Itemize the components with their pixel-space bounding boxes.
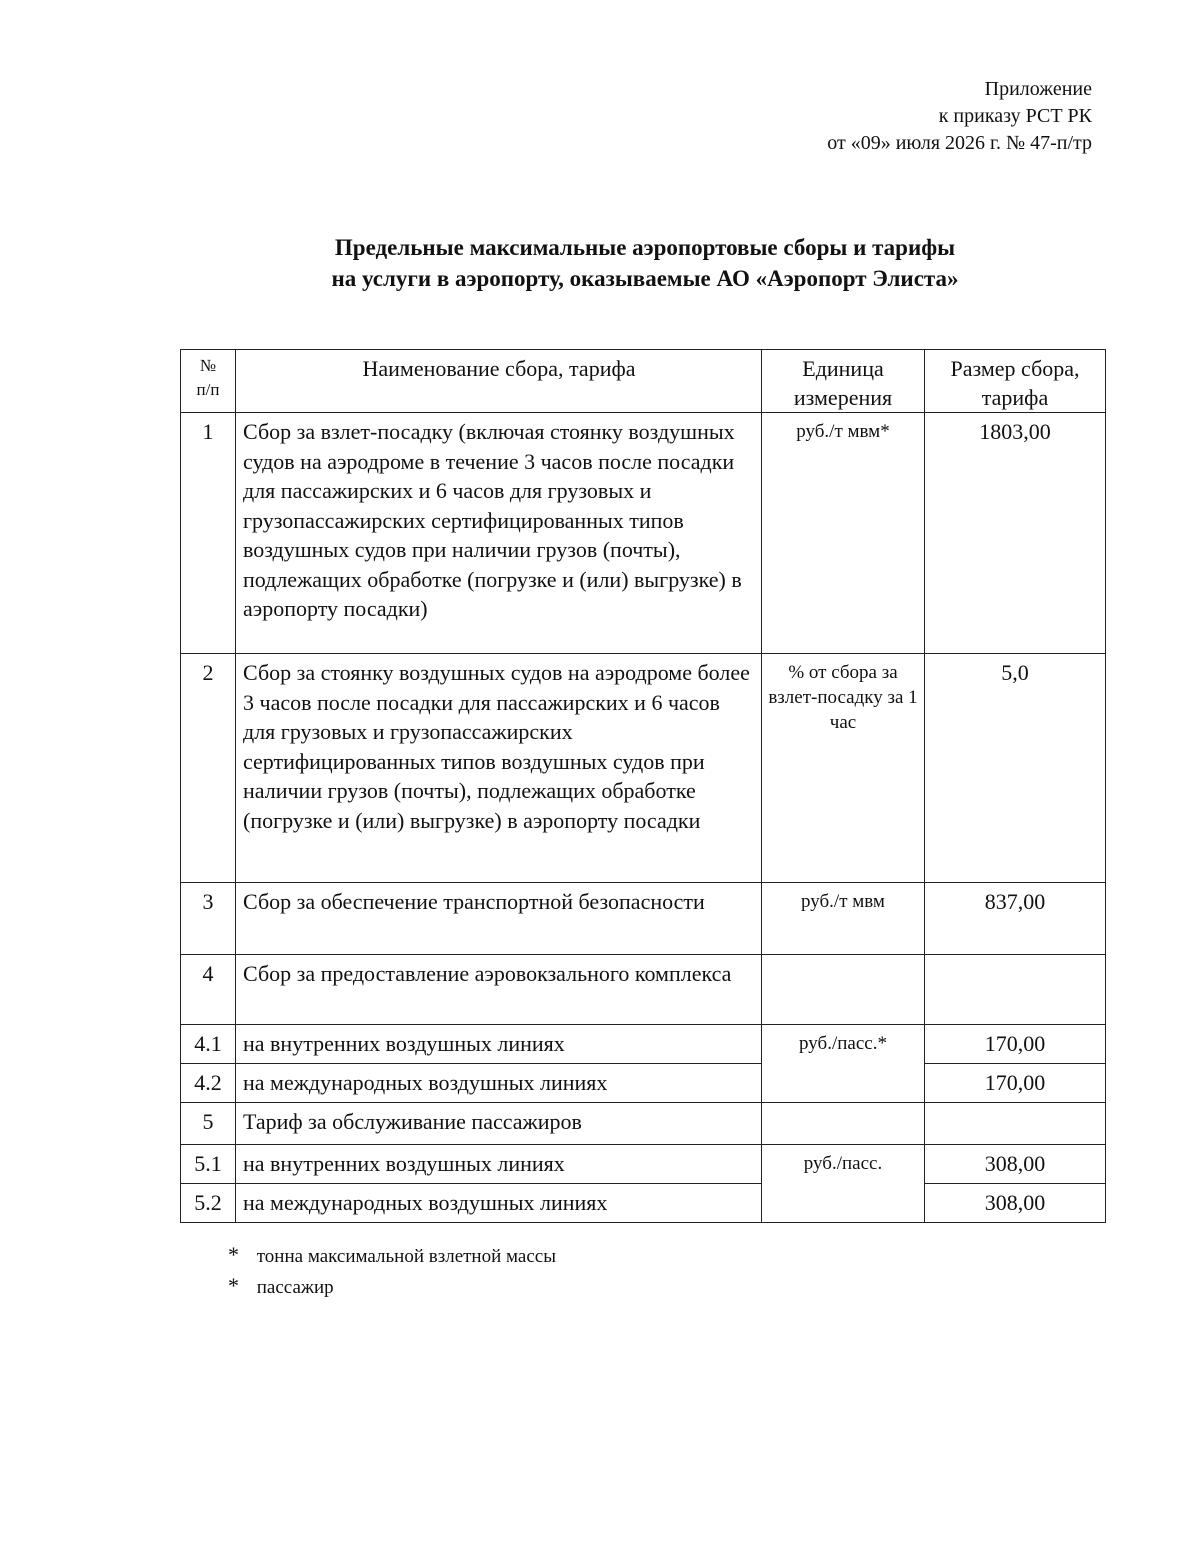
header-name: Наименование сбора, тарифа [236,350,762,413]
footnote-text: тонна максимальной взлетной массы [256,1246,556,1267]
table-row [181,1064,1106,1103]
row-name: на внутренних воздушных линиях [236,1025,762,1064]
row-value [925,1103,1106,1145]
header-value: Размер сбора, тарифа [925,350,1106,413]
row-name: на международных воздушных линиях [236,1064,762,1103]
row-value: 308,00 [925,1145,1106,1184]
row-value: 308,00 [925,1184,1106,1223]
row-value: 5,0 [925,654,1106,883]
row-value: 837,00 [925,883,1106,955]
table-row [181,955,1106,1025]
row-num: 1 [181,413,236,654]
row-num: 4 [181,955,236,1025]
table-row [181,1103,1106,1145]
table-row [181,1025,1106,1064]
row-unit: руб./т мвм* [762,413,925,654]
document-title [0,232,1200,294]
table-row [181,1184,1106,1223]
row-num: 5.1 [181,1145,236,1184]
row-unit: руб./пасс.* [762,1025,925,1103]
row-name: на международных воздушных линиях [236,1184,762,1223]
order-reference: к приказу РСТ РК [938,105,1092,127]
row-num: 5.2 [181,1184,236,1223]
row-unit: руб./т мвм [762,883,925,955]
appendix-label: Приложение [984,78,1092,100]
footnote [228,1240,556,1271]
row-unit: руб./пасс. [762,1145,925,1223]
table-row [181,1145,1106,1184]
row-num: 5 [181,1103,236,1145]
row-name: Сбор за предоставление аэровокзального комплекса [236,955,762,1025]
row-value [925,955,1106,1025]
row-value: 1803,00 [925,413,1106,654]
row-name: на внутренних воздушных линиях [236,1145,762,1184]
footnote-mark: * [228,1273,239,1298]
row-name: Сбор за обеспечение транспортной безопасности [236,883,762,955]
header-num: № п/п [181,350,236,413]
document-header [827,76,1092,157]
row-name: Сбор за взлет-посадку (включая стоянку воздушных судов на аэродроме в течение 3 часов после посадки для пассажирских и 6 часов для грузовых и грузопассажирских сертифицированных типов воздушных судов при наличии грузов (почты), подлежащих обработке (погрузке и (или) выгрузке) в аэропорту посадки) [236,413,762,654]
row-name: Тариф за обслуживание пассажиров [236,1103,762,1145]
footnote-mark: * [228,1242,239,1267]
header-unit: Единица измерения [762,350,925,413]
row-num: 4.2 [181,1064,236,1103]
row-name: Сбор за стоянку воздушных судов на аэродроме более 3 часов после посадки для пассажирских и 6 часов для грузовых и грузопассажирских сертифицированных типов воздушных судов при наличии грузов (почты), подлежащих обработке (погрузке и (или) выгрузке) в аэропорту посадки [236,654,762,883]
table-row [181,654,1106,883]
table-row [181,883,1106,955]
footnote [228,1271,556,1302]
row-num: 2 [181,654,236,883]
row-unit [762,955,925,1025]
row-unit [762,1103,925,1145]
footnotes [228,1240,556,1302]
table-header-row [181,350,1106,413]
row-value: 170,00 [925,1064,1106,1103]
order-date-number: от «09» июля 2026 г. № 47-п/тр [827,132,1092,154]
table-row [181,413,1106,654]
title-line-2: на услуги в аэропорту, оказываемые АО «Аэропорт Элиста» [331,266,959,291]
tariff-table [180,349,1106,1223]
row-num: 4.1 [181,1025,236,1064]
row-unit: % от сбора за взлет-посадку за 1 час [762,654,925,883]
footnote-text: пассажир [256,1277,334,1298]
row-value: 170,00 [925,1025,1106,1064]
row-num: 3 [181,883,236,955]
title-line-1: Предельные максимальные аэропортовые сборы и тарифы [334,235,956,260]
